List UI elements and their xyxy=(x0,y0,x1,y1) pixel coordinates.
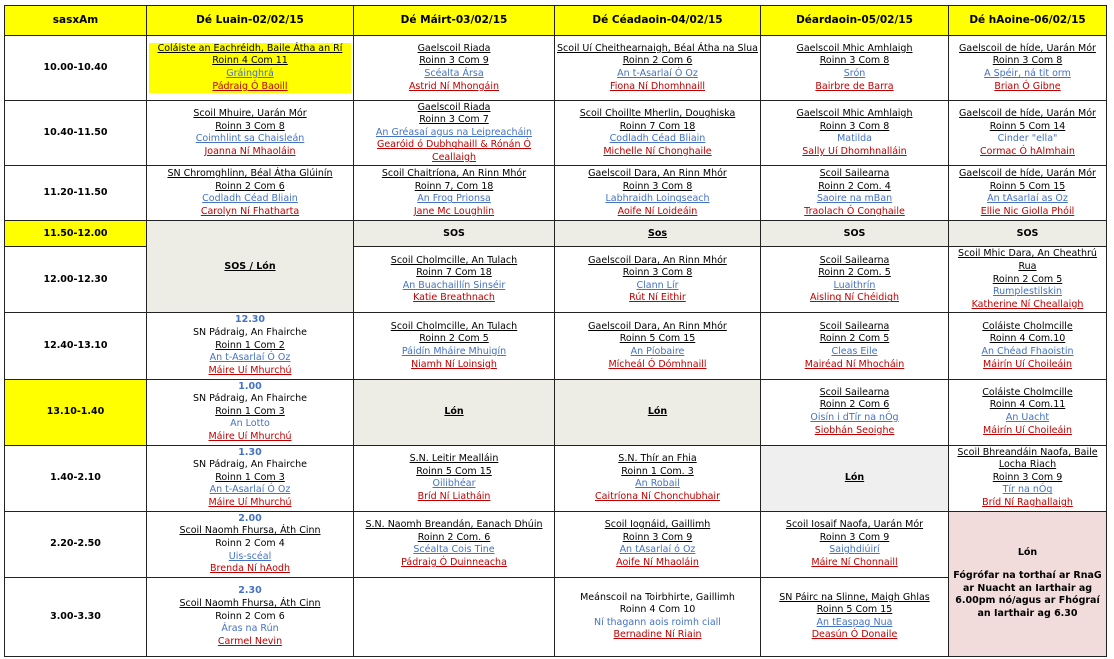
director-name: Traolach Ó Conghaile xyxy=(804,205,905,217)
school-name: Gaelscoil Dara, An Rinn Mhór xyxy=(588,254,727,266)
play-title: Coimhlint sa Chaisleán xyxy=(195,133,305,145)
play-title: Páidín Mháire Mhuigín xyxy=(401,345,507,357)
director-name: Máirín Uí Choileáin xyxy=(983,424,1072,436)
play-title: Áras na Rún xyxy=(221,623,279,635)
session-cell xyxy=(147,166,354,221)
play-title: Labhraidh Loingseach xyxy=(605,193,710,205)
director-name: Siobhán Seoighe xyxy=(814,424,895,436)
session-cell xyxy=(555,313,761,379)
play-title: An tAsarlaí ó Oz xyxy=(619,544,696,556)
lunch-label: Lón xyxy=(844,471,865,483)
play-title: An Píobaire xyxy=(630,345,685,357)
play-title: Uis-scéal xyxy=(228,550,272,562)
school-name: Scoil Sailearna xyxy=(819,254,890,266)
group-label: Roinn 5 Com 15 xyxy=(619,333,696,345)
school-name: SN Chromghlinn, Béal Átha Glúinín xyxy=(167,168,333,180)
school-name: SN Pádraig, An Fhairche xyxy=(192,393,308,405)
director-name: Máire Uí Mhurchú xyxy=(208,430,292,442)
session-cell xyxy=(354,511,555,577)
session-cell xyxy=(555,445,761,511)
play-title: Oisín i dTír na nÓg xyxy=(810,412,899,424)
time-cell: 3.00-3.30 xyxy=(5,577,147,656)
play-title: An t-Asarlaí Ó Oz xyxy=(617,68,698,80)
play-title: An tAsarlaí as Oz xyxy=(987,193,1068,205)
school-name: Gaelscoil Dara, An Rinn Mhór xyxy=(588,168,727,180)
group-label: Roinn 2 Com. 5 xyxy=(818,267,891,279)
group-label: Roinn 1 Com 3 xyxy=(215,471,285,483)
school-name: SN Pádraig, An Fhairche xyxy=(192,459,308,471)
header-thursday: Déardaoin-05/02/15 xyxy=(761,6,949,36)
school-name: Scoil Sailearna xyxy=(819,386,890,398)
play-title: An t-Asarlaí Ó Oz xyxy=(209,352,291,364)
session-cell xyxy=(761,36,949,101)
director-name: Sally Uí Dhomhnalláin xyxy=(802,145,907,157)
play-title: An t-Asarlaí Ó Oz xyxy=(209,484,291,496)
play-title: Oilibhéar xyxy=(432,478,476,490)
director-name: Ellie Nic Giolla Phóil xyxy=(980,205,1075,217)
group-label: Roinn 3 Com 8 xyxy=(215,120,285,132)
play-title: Saighdiúirí xyxy=(829,544,880,556)
table-row xyxy=(5,166,1107,221)
table-row xyxy=(5,445,1107,511)
director-name: Astrid Ní Mhongáin xyxy=(408,80,500,92)
group-label: Roinn 3 Com 7 xyxy=(419,114,489,126)
director-name-cont: Ceallaigh xyxy=(431,152,477,164)
session-cell xyxy=(354,247,555,313)
school-name: Scoil Chaitríona, An Rinn Mhór xyxy=(381,168,527,180)
school-name: Gaelscoil Riada xyxy=(417,42,491,54)
group-label: Roinn 4 Com.10 xyxy=(989,333,1066,345)
director-name: Carolyn Ní Fhatharta xyxy=(200,205,300,217)
spacer xyxy=(951,560,1104,570)
group-label: Roinn 2 Com 5 xyxy=(819,333,890,345)
school-name: Scoil Choillte Mherlin, Doughiska xyxy=(579,107,736,119)
session-cell xyxy=(555,101,761,166)
director-name: Gearóid ó Dubhghaill & Rónán Ó xyxy=(376,139,532,151)
break-cell: SOS xyxy=(354,221,555,247)
header-wednesday: Dé Céadaoin-04/02/15 xyxy=(555,6,761,36)
group-label: Roinn 3 Com 8 xyxy=(992,55,1063,67)
school-name: S.N. Thír an Fhia xyxy=(618,452,697,464)
session-cell xyxy=(354,36,555,101)
school-name: Scoil Iognáid, Gaillimh xyxy=(604,519,711,531)
director-name: Katie Breathnach xyxy=(413,292,495,304)
session-cell xyxy=(949,379,1107,445)
group-label: Roinn 3 Com 9 xyxy=(819,531,890,543)
session-cell xyxy=(147,379,354,445)
session-cell xyxy=(761,379,949,445)
play-title: Codladh Céad Bliain xyxy=(609,133,706,145)
group-label: Roinn 2 Com. 4 xyxy=(818,180,891,192)
school-name: Scoil Mhic Dara, An Cheathrú xyxy=(958,248,1097,260)
director-name: Katherine Ní Cheallaigh xyxy=(971,298,1084,310)
session-cell xyxy=(147,511,354,577)
director-name: Máire Uí Mhurchú xyxy=(208,497,292,509)
session-cell xyxy=(761,313,949,379)
play-title: Scéalta Ársa xyxy=(424,68,484,80)
group-label: Roinn 2 Com 6 xyxy=(215,180,285,192)
lunch-cell xyxy=(555,379,761,445)
school-name: Scoil Sailearna xyxy=(819,168,890,180)
director-name: Aoife Ní Loideáin xyxy=(617,205,698,217)
school-name: Gaelscoil de híde, Uarán Mór xyxy=(959,168,1096,180)
table-row xyxy=(5,313,1107,379)
play-title: Matilda xyxy=(837,133,872,145)
play-title: Cleas Eile xyxy=(831,345,878,357)
group-label: Roinn 1 Com. 3 xyxy=(621,465,694,477)
session-cell xyxy=(555,36,761,101)
session-cell xyxy=(354,445,555,511)
group-label: Roinn 7 Com 18 xyxy=(416,267,492,279)
group-label: Roinn 5 Com 15 xyxy=(816,604,893,616)
group-label: Roinn 3 Com 8 xyxy=(819,120,890,132)
table-row xyxy=(5,511,1107,577)
group-label: Roinn 3 Com 8 xyxy=(622,180,693,192)
play-title: An Lotto xyxy=(230,418,270,430)
table-row xyxy=(5,221,1107,247)
play-title: Luaithrín xyxy=(833,279,876,291)
slot-time: 1.00 xyxy=(238,380,262,392)
play-title: Saoire na mBan xyxy=(816,193,893,205)
play-title: Srón xyxy=(843,68,866,80)
school-name: Gaelscoil Dara, An Rinn Mhór xyxy=(588,320,727,332)
play-title: An Uacht xyxy=(1005,412,1050,424)
play-title: An Robail xyxy=(635,478,680,490)
play-title: An Frog Prionsa xyxy=(417,193,491,205)
group-label: Roinn 2 Com 6 xyxy=(819,399,890,411)
time-cell: 10.00-10.40 xyxy=(5,36,147,101)
lunch-label: Lón xyxy=(444,405,464,417)
group-label: Roinn 2 Com. 6 xyxy=(417,531,491,543)
session-cell xyxy=(949,36,1107,101)
group-label: Roinn 4 Com 10 xyxy=(619,604,696,616)
director-name: Deasún Ó Donaile xyxy=(811,629,898,641)
slot-time: 2.00 xyxy=(238,512,262,524)
director-name: Niamh Ní Loinsigh xyxy=(411,358,497,370)
group-label: Roinn 3 Com 9 xyxy=(992,471,1063,483)
school-name: Gaelscoil de híde, Uarán Mór xyxy=(959,107,1096,119)
time-cell: 10.40-11.50 xyxy=(5,101,147,166)
group-label: Roinn 1 Com 2 xyxy=(215,339,285,351)
director-name: Bríd Ní Liatháin xyxy=(417,490,491,502)
session-cell xyxy=(555,247,761,313)
school-name: Scoil Cholmcille, An Tulach xyxy=(390,320,518,332)
school-name: Scoil Naomh Fhursa, Áth Cinn xyxy=(179,525,321,537)
director-name: Mairéad Ní Mhocháin xyxy=(804,358,905,370)
director-name: Aisling Ní Chéidigh xyxy=(809,292,900,304)
director-name: Michelle Ní Chonghaile xyxy=(603,145,712,157)
group-label: Roinn 3 Com 8 xyxy=(622,267,693,279)
play-title: Clann Lír xyxy=(636,279,679,291)
header-friday: Dé hAoine-06/02/15 xyxy=(949,6,1107,36)
break-label: Sos xyxy=(647,227,668,239)
time-cell: 2.20-2.50 xyxy=(5,511,147,577)
director-name: Brian Ó Gibne xyxy=(994,80,1061,92)
time-cell: 1.40-2.10 xyxy=(5,445,147,511)
empty-cell xyxy=(354,577,555,656)
session-cell xyxy=(354,166,555,221)
group-label: Roinn 5 Com 14 xyxy=(989,120,1066,132)
school-name: Scoil Cholmcille, An Tulach xyxy=(390,254,518,266)
director-name: Pádraig Ó Baoill xyxy=(149,81,351,94)
break-cell: SOS xyxy=(761,221,949,247)
session-cell xyxy=(761,511,949,577)
session-cell xyxy=(147,313,354,379)
table-row xyxy=(5,379,1107,445)
session-cell xyxy=(555,577,761,656)
group-label: Roinn 2 Com 5 xyxy=(992,273,1063,285)
play-title: An Gréasaí agus na Leipreacháin xyxy=(375,126,533,138)
time-cell: 13.10-1.40 xyxy=(5,379,147,445)
director-name: Máire Uí Mhurchú xyxy=(208,364,292,376)
schedule-table xyxy=(4,5,1107,657)
group-label: Roinn 5 Com 15 xyxy=(416,465,492,477)
lunch-label: Lón xyxy=(1017,547,1038,559)
slot-time: 12.30 xyxy=(234,314,266,326)
results-notice: Fógrófar na torthaí ar RnaG ar Nuacht an Iarthair ag 6.00pm nó/agus ar Fhógraí an Iarthair ag 6.30 xyxy=(953,569,1102,619)
play-title: Cinder "ella" xyxy=(997,133,1058,145)
group-label: Roinn 2 Com 6 xyxy=(622,55,693,67)
session-cell xyxy=(761,166,949,221)
play-title: Gráinghrá xyxy=(149,68,351,81)
school-name: Scoil Bhreandáin Naofa, Baile xyxy=(957,446,1098,458)
slot-time: 2.30 xyxy=(238,585,262,597)
school-name: Gaelscoil de híde, Uarán Mór xyxy=(959,42,1096,54)
school-name: Scoil Uí Cheithearnaigh, Béal Átha na Slua xyxy=(557,42,758,54)
session-cell xyxy=(761,577,949,656)
director-name: Aoife Ní Mhaoláin xyxy=(616,556,699,568)
time-cell: 12.40-13.10 xyxy=(5,313,147,379)
director-name: Máirín Uí Choileáin xyxy=(983,358,1072,370)
play-title: Codladh Céad Bliain xyxy=(202,193,298,205)
play-title: Ní thagann aois roimh ciall xyxy=(594,616,721,628)
play-title: An tEaspag Nua xyxy=(816,616,893,628)
session-cell xyxy=(949,445,1107,511)
school-name: SN Páirc na Slinne, Maigh Ghlas xyxy=(779,591,930,603)
lunch-results-cell xyxy=(949,511,1107,656)
break-label: SOS / Lón xyxy=(224,260,276,272)
break-cell: SOS xyxy=(949,221,1107,247)
school-name: Scoil Naomh Fhursa, Áth Cinn xyxy=(179,598,321,609)
director-name: Carmel Nevin xyxy=(217,635,283,647)
time-cell: 11.50-12.00 xyxy=(5,221,147,247)
session-cell xyxy=(147,101,354,166)
lunch-cell xyxy=(354,379,555,445)
director-name: Bairbre de Barra xyxy=(815,80,894,92)
school-name: Meánscoil na Toirbhirte, Gaillimh xyxy=(580,591,735,603)
slot-time: 1.30 xyxy=(238,446,262,458)
school-name: Gaelscoil Riada xyxy=(417,101,491,113)
group-label: Roinn 2 Com 6 xyxy=(215,610,285,622)
director-name: Cormac Ó hAlmhain xyxy=(980,145,1075,157)
play-title: Tír na nÓg xyxy=(1002,484,1053,496)
time-cell: 12.00-12.30 xyxy=(5,247,147,313)
session-cell xyxy=(949,247,1107,313)
director-name: Brenda Ní hAodh xyxy=(210,563,290,575)
header-monday: Dé Luain-02/02/15 xyxy=(147,6,354,36)
director-name: Fiona Ní Dhomhnaill xyxy=(609,80,706,92)
group-label: Roinn 3 Com 8 xyxy=(819,55,890,67)
session-cell xyxy=(949,166,1107,221)
school-name: Scoil Sailearna xyxy=(819,320,890,332)
school-name-cont: Rua xyxy=(1018,260,1037,272)
director-name: Máire Ní Chonnaill xyxy=(811,556,898,568)
group-label: Roinn 3 Com 9 xyxy=(622,531,693,543)
header-time: sasxAm xyxy=(5,6,147,36)
director-name: Rút Ní Eithir xyxy=(629,292,686,304)
director-name: Caitríona Ní Chonchubhair xyxy=(595,490,720,502)
session-cell xyxy=(354,313,555,379)
school-name: Coláiste Cholmcille xyxy=(982,320,1073,332)
session-cell xyxy=(761,247,949,313)
session-cell xyxy=(555,511,761,577)
school-name: Gaelscoil Mhic Amhlaigh xyxy=(796,42,913,54)
session-cell xyxy=(147,445,354,511)
school-name: SN Pádraig, An Fhairche xyxy=(192,327,308,339)
header-tuesday: Dé Máirt-03/02/15 xyxy=(354,6,555,36)
lunch-label: Lón xyxy=(647,405,668,417)
school-name: Coláiste Cholmcille xyxy=(982,386,1073,398)
session-cell xyxy=(949,101,1107,166)
school-name: Gaelscoil Mhic Amhlaigh xyxy=(796,107,913,119)
break-cell xyxy=(555,221,761,247)
session-cell xyxy=(147,36,354,101)
play-title: An Buachaillín Sinséir xyxy=(402,279,506,291)
table-row xyxy=(5,36,1107,101)
director-name: Bríd Ní Raghallaigh xyxy=(982,497,1073,509)
school-name-cont: Locha Riach xyxy=(998,459,1057,471)
session-cell xyxy=(354,101,555,166)
group-label: Roinn 4 Com.11 xyxy=(989,399,1066,411)
director-name: Bernadine Ní Riain xyxy=(613,629,702,641)
play-title: Scéalta Cois Tine xyxy=(413,544,495,556)
group-label: Roinn 1 Com 3 xyxy=(215,405,285,417)
session-cell xyxy=(761,101,949,166)
play-title: A Spéir, ná tit orm xyxy=(984,68,1071,80)
school-name: S.N. Leitir Mealláin xyxy=(409,452,499,464)
play-title: Rumplestilskin xyxy=(992,286,1063,298)
session-cell xyxy=(147,577,354,656)
director-name: Joanna Ní Mhaoláin xyxy=(204,145,296,157)
table-row xyxy=(5,577,1107,656)
director-name: Mícheál Ó Dómhnaill xyxy=(608,358,707,370)
break-cell xyxy=(147,221,354,313)
table-row xyxy=(5,101,1107,166)
lunch-cell xyxy=(761,445,949,511)
school-name: S.N. Naomh Breandán, Eanach Dhúin xyxy=(365,519,543,531)
group-label: Roinn 7 Com 18 xyxy=(619,120,696,132)
group-label: Roinn 3 Com 9 xyxy=(419,55,489,67)
director-name: Pádraig Ó Duinneacha xyxy=(401,556,507,568)
session-cell xyxy=(949,313,1107,379)
time-cell: 11.20-11.50 xyxy=(5,166,147,221)
group-label: Roinn 5 Com 15 xyxy=(989,180,1066,192)
play-title: An Chéad Fhaoistin xyxy=(981,345,1074,357)
group-label: Roinn 4 Com 11 xyxy=(149,55,351,68)
group-label: Roinn 2 Com 5 xyxy=(419,333,489,345)
session-cell xyxy=(555,166,761,221)
school-name: Coláiste an Eachréidh, Baile Átha an Rí xyxy=(149,43,351,56)
group-label: Roinn 2 Com 4 xyxy=(215,537,285,549)
school-name: Scoil Iosaif Naofa, Uarán Mór xyxy=(785,519,924,531)
school-name: Scoil Mhuire, Uarán Mór xyxy=(193,107,307,119)
header-row xyxy=(5,6,1107,36)
director-name: Jane Mc Loughlin xyxy=(413,205,495,217)
group-label: Roinn 7, Com 18 xyxy=(414,180,494,192)
